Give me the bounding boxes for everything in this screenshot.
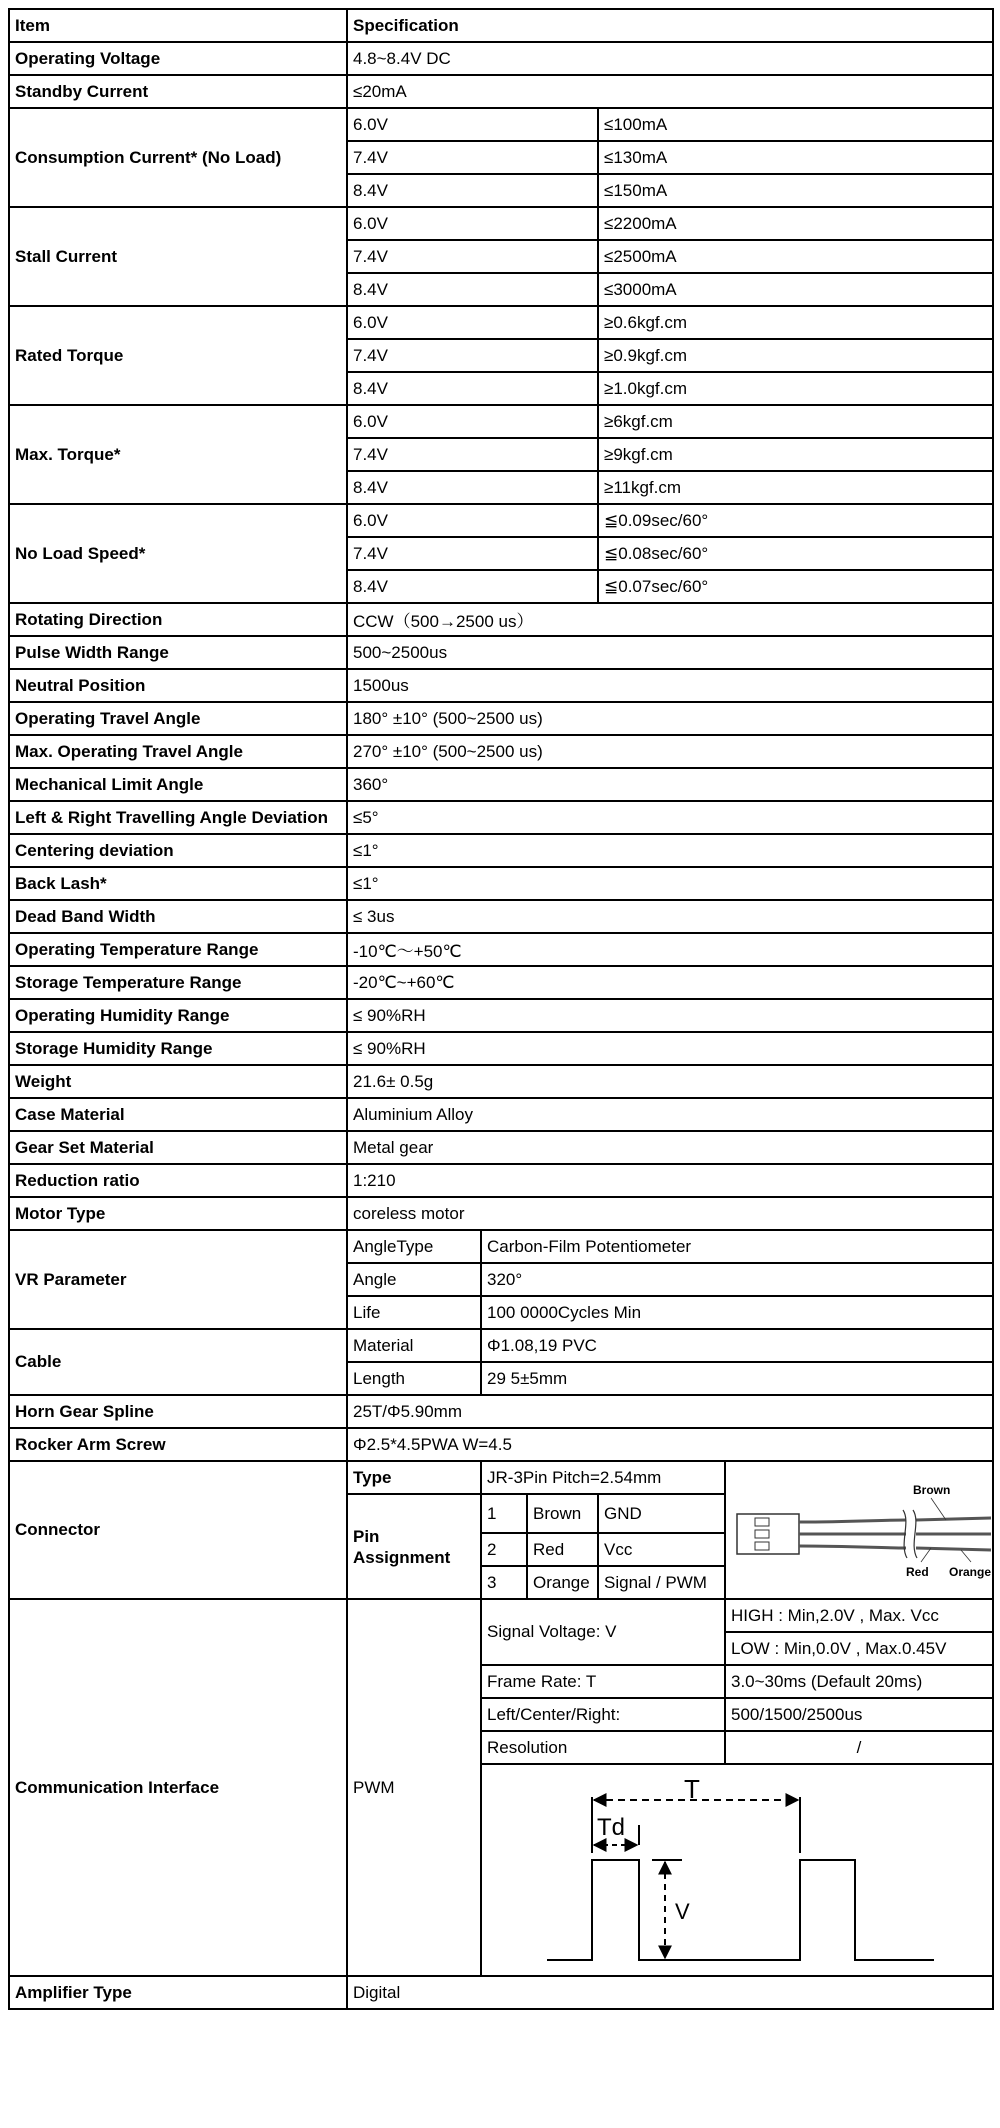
table-row [9,834,993,867]
lcr-value: 500/1500/2500us [725,1698,993,1731]
comm-mode: PWM [347,1599,481,1976]
row-label: Left & Right Travelling Angle Deviation [9,801,347,834]
pin-signal: Signal / PWM [598,1566,725,1599]
row-value: Metal gear [347,1131,993,1164]
row-value: -10℃～+50℃ [347,933,993,966]
connector-type-value: JR-3Pin Pitch=2.54mm [481,1461,725,1494]
param-value: Carbon-Film Potentiometer [481,1230,993,1263]
value-cell: ≥1.0kgf.cm [598,372,993,405]
row-value: -20℃~+60℃ [347,966,993,999]
table-row [9,207,993,240]
pin-number: 3 [481,1566,527,1599]
table-row [9,735,993,768]
table-row [9,1329,993,1362]
table-row [9,768,993,801]
row-label: Operating Temperature Range [9,933,347,966]
voltage-cell: 6.0V [347,306,598,339]
table-row [9,999,993,1032]
pin-number: 2 [481,1533,527,1566]
row-label: VR Parameter [9,1230,347,1329]
value-cell: ≤130mA [598,141,993,174]
table-row [9,702,993,735]
row-value: Φ2.5*4.5PWA W=4.5 [347,1428,993,1461]
pin-color: Brown [527,1494,598,1533]
frame-rate-label: Frame Rate: T [481,1665,725,1698]
connector-type-label: Type [347,1461,481,1494]
row-value: ≤ 90%RH [347,1032,993,1065]
voltage-cell: 6.0V [347,405,598,438]
value-cell: ≦0.09sec/60° [598,504,993,537]
row-label: Connector [9,1461,347,1599]
table-row [9,1197,993,1230]
row-label: Rotating Direction [9,603,347,636]
voltage-cell: 7.4V [347,141,598,174]
table-row [9,1164,993,1197]
param-value: 320° [481,1263,993,1296]
table-row [9,801,993,834]
orange-wire [799,1546,991,1550]
row-label: Operating Voltage [9,42,347,75]
param-value: 29 5±5mm [481,1362,993,1395]
row-label: Communication Interface [9,1599,347,1976]
row-label: Operating Humidity Range [9,999,347,1032]
param-value: 100 0000Cycles Min [481,1296,993,1329]
voltage-cell: 7.4V [347,240,598,273]
value-cell: ≥9kgf.cm [598,438,993,471]
row-value: ≤ 90%RH [347,999,993,1032]
value-cell: ≤2200mA [598,207,993,240]
row-value: 270° ±10° (500~2500 us) [347,735,993,768]
row-label: Max. Operating Travel Angle [9,735,347,768]
row-label: Operating Travel Angle [9,702,347,735]
row-label: Weight [9,1065,347,1098]
row-label: Standby Current [9,75,347,108]
value-cell: ≦0.08sec/60° [598,537,993,570]
connector-diagram [725,1461,993,1599]
value-cell: ≥11kgf.cm [598,471,993,504]
pin-assignment-label: Pin Assignment [347,1494,481,1599]
table-row [9,108,993,141]
table-row [9,504,993,537]
row-value: 360° [347,768,993,801]
voltage-cell: 8.4V [347,570,598,603]
orange-label: Orange [949,1565,992,1579]
table-row [9,669,993,702]
value-cell: ≤2500mA [598,240,993,273]
table-row [9,1428,993,1461]
voltage-cell: 7.4V [347,339,598,372]
header-row [9,9,993,42]
table-row [9,1065,993,1098]
value-cell: ≥6kgf.cm [598,405,993,438]
table-row [9,1976,993,2009]
row-value: ≤ 3us [347,900,993,933]
row-label: Cable [9,1329,347,1395]
table-row [9,966,993,999]
row-label: Consumption Current* (No Load) [9,108,347,207]
row-value: 4.8~8.4V DC [347,42,993,75]
row-label: Storage Humidity Range [9,1032,347,1065]
table-row [9,1230,993,1263]
pwm-waveform [487,1765,993,1975]
red-label: Red [906,1565,929,1579]
resolution-label: Resolution [481,1731,725,1764]
row-value: Digital [347,1976,993,2009]
table-row [9,405,993,438]
voltage-cell: 8.4V [347,273,598,306]
table-row [9,900,993,933]
row-value: ≤1° [347,834,993,867]
voltage-cell: 6.0V [347,207,598,240]
signal-voltage-label: Signal Voltage: V [481,1599,725,1665]
param-key: Length [347,1362,481,1395]
table-row [9,1461,993,1494]
pin-color: Red [527,1533,598,1566]
table-row [9,603,993,636]
row-label: Pulse Width Range [9,636,347,669]
cable-break-icon [903,1510,917,1558]
param-value: Φ1.08,19 PVC [481,1329,993,1362]
brown-leader [931,1498,946,1520]
pwm-waveform-cell [481,1764,993,1976]
lcr-label: Left/Center/Right: [481,1698,725,1731]
row-label: Mechanical Limit Angle [9,768,347,801]
pin-slot-icon [755,1542,769,1550]
row-label: Back Lash* [9,867,347,900]
value-cell: ≤3000mA [598,273,993,306]
row-label: Rated Torque [9,306,347,405]
row-label: No Load Speed* [9,504,347,603]
table-row [9,636,993,669]
voltage-cell: 7.4V [347,537,598,570]
param-key: Angle [347,1263,481,1296]
row-value: ≤20mA [347,75,993,108]
row-label: Amplifier Type [9,1976,347,2009]
row-label: Storage Temperature Range [9,966,347,999]
param-key: Life [347,1296,481,1329]
orange-leader [961,1550,971,1562]
period-label: T [684,1774,700,1804]
red-leader [921,1548,931,1562]
voltage-cell: 6.0V [347,108,598,141]
param-key: AngleType [347,1230,481,1263]
pin-signal: GND [598,1494,725,1533]
row-label: Motor Type [9,1197,347,1230]
voltage-cell: 6.0V [347,504,598,537]
pwm-signal-line [547,1860,934,1960]
table-row [9,1599,993,1632]
pin-slot-icon [755,1530,769,1538]
value-cell: ≥0.6kgf.cm [598,306,993,339]
row-label: Case Material [9,1098,347,1131]
voltage-label: V [675,1899,690,1924]
spec-table [8,8,994,2010]
signal-voltage-low: LOW : Min,0.0V , Max.0.45V [725,1632,993,1665]
row-label: Centering deviation [9,834,347,867]
row-value: 25T/Φ5.90mm [347,1395,993,1428]
row-label: Reduction ratio [9,1164,347,1197]
pin-signal: Vcc [598,1533,725,1566]
voltage-cell: 8.4V [347,372,598,405]
voltage-cell: 8.4V [347,174,598,207]
voltage-cell: 7.4V [347,438,598,471]
table-row [9,1131,993,1164]
row-label: Neutral Position [9,669,347,702]
brown-label: Brown [913,1483,951,1497]
table-row [9,306,993,339]
table-row [9,933,993,966]
row-value: 500~2500us [347,636,993,669]
pin-slot-icon [755,1518,769,1526]
row-value: coreless motor [347,1197,993,1230]
row-label: Max. Torque* [9,405,347,504]
row-value: 21.6± 0.5g [347,1065,993,1098]
row-value: ≤5° [347,801,993,834]
value-cell: ≤100mA [598,108,993,141]
table-row [9,1395,993,1428]
row-label: Rocker Arm Screw [9,1428,347,1461]
pin-color: Orange [527,1566,598,1599]
delay-label: Td [597,1814,626,1841]
pin-number: 1 [481,1494,527,1533]
brown-wire [799,1518,991,1522]
resolution-value: / [725,1731,993,1764]
value-cell: ≦0.07sec/60° [598,570,993,603]
header-item: Item [9,9,347,42]
row-value: 1:210 [347,1164,993,1197]
table-row [9,1098,993,1131]
row-label: Gear Set Material [9,1131,347,1164]
row-value: 1500us [347,669,993,702]
frame-rate-value: 3.0~30ms (Default 20ms) [725,1665,993,1698]
header-spec: Specification [347,9,993,42]
row-value: 180° ±10° (500~2500 us) [347,702,993,735]
table-row [9,1032,993,1065]
signal-voltage-high: HIGH : Min,2.0V , Max. Vcc [725,1599,993,1632]
row-label: Dead Band Width [9,900,347,933]
row-label: Horn Gear Spline [9,1395,347,1428]
value-cell: ≤150mA [598,174,993,207]
table-row [9,42,993,75]
param-key: Material [347,1329,481,1362]
voltage-cell: 8.4V [347,471,598,504]
table-row [9,75,993,108]
row-value: CCW（500→2500 us） [347,603,993,636]
value-cell: ≥0.9kgf.cm [598,339,993,372]
row-value: Aluminium Alloy [347,1098,993,1131]
connector-illustration [731,1462,993,1598]
table-row [9,867,993,900]
row-label: Stall Current [9,207,347,306]
row-value: ≤1° [347,867,993,900]
